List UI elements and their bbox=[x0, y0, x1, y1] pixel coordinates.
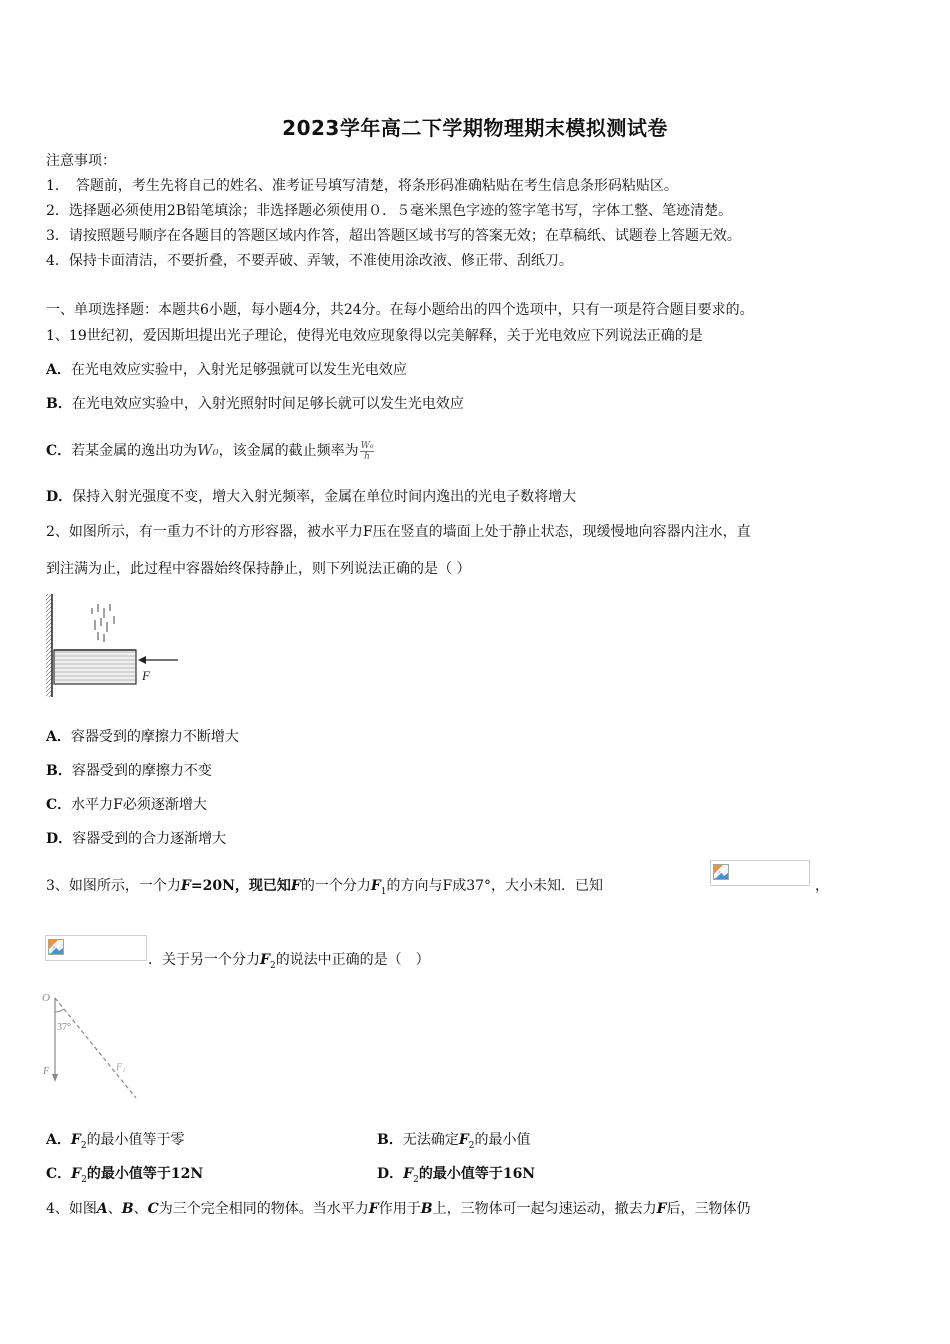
q3-force-f-arrowhead-icon bbox=[52, 1074, 58, 1082]
q3-option-b bbox=[377, 1130, 531, 1156]
notice-item-2: 2．选择题必须使用2B铅笔填涂；非选择题必须使用０．５毫米黑色字迹的签字笔书写，字体工整、笔迹清楚。 bbox=[46, 203, 733, 219]
section-heading: 一、单项选择题：本题共6小题，每小题4分，共24分。在每小题给出的四个选项中，只有一项是符合题目要求的。 bbox=[46, 302, 754, 318]
q1-option-c-text-b: ，该金属的截止频率为 bbox=[218, 443, 359, 459]
q3-option-a-text: 的最小值等于零 bbox=[86, 1132, 185, 1148]
q2-stem-line1: 2、如图所示，有一重力不计的方形容器，被水平力F压在竖直的墙面上处于静止状态，现缓慢地向容器内注水，直 bbox=[46, 524, 751, 540]
q4-sep2: 、 bbox=[133, 1201, 148, 1217]
q4-obj-b: B bbox=[121, 1201, 134, 1217]
q1-option-a-text: 在光电效应实验中，入射光足够强就可以发生光电效应 bbox=[70, 362, 407, 378]
q1-option-c-text-a: 若某金属的逸出功为 bbox=[71, 443, 198, 459]
q3-option-b-label: B． bbox=[377, 1132, 403, 1148]
q4-e: 后，三物体仍 bbox=[666, 1201, 751, 1217]
q3-option-a-sub: 2 bbox=[80, 1140, 87, 1151]
q3-stem-sub1: 1 bbox=[380, 886, 387, 897]
q3-stem-f: F bbox=[180, 878, 191, 894]
q4-obj-c: C bbox=[147, 1201, 159, 1217]
broken-image-icon bbox=[713, 864, 729, 880]
q3-option-c-sub: 2 bbox=[81, 1174, 87, 1185]
broken-image-placeholder-1 bbox=[710, 860, 810, 886]
q1-option-c-label: C． bbox=[46, 443, 72, 459]
q3-force-f1-dashed bbox=[55, 998, 136, 1098]
q3-option-c-label: C． bbox=[46, 1166, 72, 1182]
notice-item-3: 3．请按照题号顺序在各题目的答题区域内作答，超出答题区域书写的答案无效；在草稿纸、试题卷上答题无效。 bbox=[46, 228, 741, 244]
q2-stem-line2: 到注满为止，此过程中容器始终保持静止，则下列说法正确的是（ ） bbox=[46, 561, 471, 577]
q2-option-d-text: 容器受到的合力逐渐增大 bbox=[72, 831, 227, 847]
notice-heading: 注意事项： bbox=[46, 153, 116, 169]
q3-option-a-label: A． bbox=[46, 1132, 71, 1148]
q3-line2-a: ．关于另一个分力 bbox=[148, 952, 260, 968]
q2-option-b-label: B． bbox=[46, 763, 72, 779]
q4-stem-line1 bbox=[46, 1199, 751, 1219]
q3-option-d bbox=[377, 1164, 535, 1190]
q3-option-b-f: F bbox=[458, 1132, 469, 1148]
q4-a: 4、如图 bbox=[46, 1201, 97, 1217]
q3-force-figure bbox=[40, 990, 150, 1105]
q2-option-a bbox=[46, 727, 239, 747]
q3-line2-b: 的说法中正确的是（ ） bbox=[275, 952, 430, 968]
q3-option-d-text: 的最小值等于16N bbox=[418, 1166, 536, 1182]
q3-figure-f1: F₁ bbox=[116, 1062, 126, 1073]
q4-obj-b2: B bbox=[420, 1201, 433, 1217]
q3-stem-f2: F bbox=[290, 878, 301, 894]
q4-c: 作用于 bbox=[378, 1201, 421, 1217]
q3-option-d-label: D． bbox=[377, 1166, 404, 1182]
q1-option-a-label: A． bbox=[46, 362, 71, 378]
q2-figure-svg bbox=[40, 590, 190, 700]
q3-figure-f: F bbox=[43, 1066, 50, 1077]
q3-line2-f: F bbox=[260, 952, 270, 968]
q1-option-c-w0: W₀ bbox=[197, 441, 219, 459]
q3-stem-c: 的一个分力 bbox=[300, 878, 371, 894]
fraction-numerator: W₀ bbox=[360, 440, 374, 451]
fraction-denominator: h bbox=[364, 451, 370, 462]
q1-option-c-fraction bbox=[360, 441, 375, 462]
q3-option-b-text: 的最小值 bbox=[474, 1132, 531, 1148]
q2-option-d-label: D． bbox=[46, 831, 73, 847]
q3-figure-o: O bbox=[42, 992, 50, 1004]
q2-option-b-text: 容器受到的摩擦力不变 bbox=[71, 763, 212, 779]
q2-option-b bbox=[46, 761, 212, 781]
q3-stem-comma: ， bbox=[815, 878, 829, 894]
q4-sep1: 、 bbox=[107, 1201, 122, 1217]
q3-option-d-sub: 2 bbox=[413, 1174, 419, 1185]
q3-option-b-pre: 无法确定 bbox=[402, 1132, 459, 1148]
q3-stem-line2 bbox=[148, 950, 430, 976]
q3-option-d-f: F bbox=[403, 1166, 414, 1182]
q3-stem-line1 bbox=[46, 876, 603, 902]
q2-option-a-text: 容器受到的摩擦力不断增大 bbox=[70, 729, 239, 745]
q3-figure-svg bbox=[40, 990, 150, 1105]
q1-option-d-text: 保持入射光强度不变，增大入射光频率，金属在单位时间内逸出的光电子数将增大 bbox=[72, 489, 577, 505]
q3-option-c-f: F bbox=[71, 1166, 82, 1182]
q3-angle-arc bbox=[55, 1009, 64, 1012]
q3-stem-b: =20N，现已知 bbox=[190, 878, 291, 894]
q3-figure-angle: 37° bbox=[57, 1022, 71, 1033]
q2-option-c-label: C． bbox=[46, 797, 72, 813]
q1-stem: 1、19世纪初，爱因斯坦提出光子理论，使得光电效应现象得以完美解释，关于光电效应下列说法正确的是 bbox=[46, 328, 703, 344]
q3-option-a bbox=[46, 1130, 185, 1156]
water-drops-icon bbox=[92, 604, 114, 642]
broken-image-icon bbox=[48, 939, 64, 955]
q1-option-a bbox=[46, 360, 407, 380]
q3-option-c-text: 的最小值等于12N bbox=[86, 1166, 204, 1182]
q2-container-figure bbox=[40, 590, 190, 700]
notice-item-1: 1． 答题前，考生先将自己的姓名、准考证号填写清楚，将条形码准确粘贴在考生信息条形码粘贴区。 bbox=[46, 178, 678, 194]
q1-option-b-text: 在光电效应实验中，入射光照射时间足够长就可以发生光电效应 bbox=[71, 396, 464, 412]
q3-stem-a: 3、如图所示，一个力 bbox=[46, 878, 181, 894]
q1-option-d bbox=[46, 487, 576, 507]
q3-option-c bbox=[46, 1164, 203, 1190]
q3-option-a-f: F bbox=[70, 1132, 81, 1148]
q3-option-b-sub: 2 bbox=[468, 1140, 475, 1151]
q2-option-d bbox=[46, 829, 226, 849]
page-title: 2023学年高二下学期物理期末模拟测试卷 bbox=[282, 116, 668, 140]
notice-item-4: 4．保持卡面清洁，不要折叠，不要弄破、弄皱，不准使用涂改液、修正带、刮纸刀。 bbox=[46, 253, 573, 269]
q3-stem-d: 的方向与F成37°，大小未知．已知 bbox=[386, 878, 604, 894]
q4-f: F bbox=[368, 1201, 379, 1217]
q4-f2: F bbox=[656, 1201, 667, 1217]
q4-obj-a: A bbox=[96, 1201, 108, 1217]
q2-option-c bbox=[46, 795, 207, 815]
q2-option-a-label: A． bbox=[46, 729, 71, 745]
q2-figure-label-f: F bbox=[142, 668, 150, 683]
wall-hatching bbox=[46, 594, 52, 697]
q3-line2-sub: 2 bbox=[269, 960, 276, 971]
broken-image-placeholder-2 bbox=[45, 935, 147, 961]
q3-stem-f1: F bbox=[370, 878, 381, 894]
q1-option-b-label: B． bbox=[46, 396, 72, 412]
q4-b: 为三个完全相同的物体。当水平力 bbox=[158, 1201, 369, 1217]
q1-option-c bbox=[46, 440, 374, 462]
q4-d: 上，三物体可一起匀速运动，撤去力 bbox=[432, 1201, 657, 1217]
q2-option-c-text: 水平力F必须逐渐增大 bbox=[71, 797, 207, 813]
force-arrowhead-icon bbox=[138, 656, 146, 664]
q1-option-b bbox=[46, 394, 464, 414]
q1-option-d-label: D． bbox=[46, 489, 73, 505]
water bbox=[54, 650, 136, 684]
